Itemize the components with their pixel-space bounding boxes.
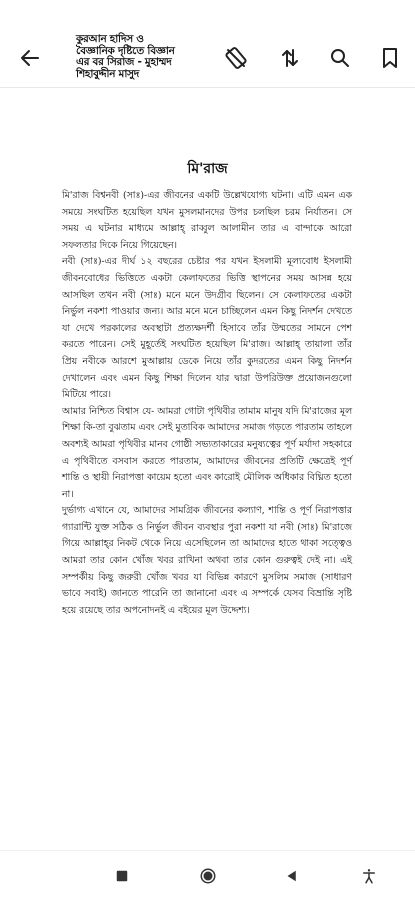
title-line: কুরআন হাদিস ও bbox=[76, 33, 144, 45]
page-body bbox=[62, 188, 352, 619]
document-title bbox=[76, 34, 214, 80]
body-paragraph: আমার নিশ্চিত বিশ্বাস যে- আমরা গোটা পৃথিবীর তামাম মানুষ যদি মি'রাজের মূল শিক্ষা কি-তা বুঝতাম এবং সেই মুতাবিক আমাদের সমাজ গড়তে পারতাম তাহলে অবশ্যই আমরা পৃথিবীর মানব গোষ্ঠী সভ্যতাকারের মনুষ্যত্বের পূর্ণ মর্যাদা সহকারে এ পৃথিবীতে বসবাস করতে পারতাম, আমাদের জীবনের প্রতিটি ক্ষেত্রেই পূর্ণ শান্তি ও স্থায়ী নিরাপত্তা কায়েম হতো এবং কারোই মৌলিক অধিকার বিঘ্নিত হতো না। bbox=[62, 405, 352, 500]
accessibility-icon bbox=[360, 867, 378, 885]
system-back-button[interactable] bbox=[280, 864, 304, 888]
title-line: এর বর সিরাজ - মুহাম্মদ bbox=[76, 56, 172, 68]
body-paragraph: দুর্ভাগ্য এখানে যে, আমাদের সামগ্রিক জীবনের কল্যাণ, শান্তি ও পূর্ণ নিরাপত্তার গ্যারান্টি যুক্ত সঠিক ও নির্ভুল জীবন ব্যবস্থার পুরা নকশা যা নবী (সাঃ) মি'রাজে গিয়ে আল্লাহ্‌র নিকট থেকে নিয়ে এসেছিলেন তা আমাদের হাতে থাকা সত্ত্বেও আমরা তার কোন খোঁজ খবর রাখিনা অথবা তার কোন গুরুত্বই দেই না। এই সম্পর্কীয় কিছু জরুরী খোঁজ খবর যা বিভিন্ন কারণে মুসলিম সমাজ (সাধারণ ভাবে সবাই) জানতে পারেনি তা জানানো এবং এ সম্পর্কে যেসব বিভ্রান্তি সৃষ্টি হয়ে রয়েছে তার অপনোদনই এ বইয়ের মূল উদ্দেশ্য। bbox=[62, 505, 352, 616]
rotate-off-icon bbox=[224, 46, 248, 70]
bookmark-icon bbox=[378, 46, 402, 70]
title-line: শিহাবুদ্দীন মাসুদ bbox=[76, 67, 139, 80]
app-bar bbox=[0, 0, 415, 88]
recents-icon bbox=[113, 867, 131, 885]
swap-vertical-icon bbox=[278, 46, 302, 70]
body-paragraph: মি'রাজ বিশ্বনবী (সাঃ)-এর জীবনের একটি উল্লেখযোগ্য ঘটনা। এটি এমন এক সময়ে সংঘটিত হয়েছিল যখন মুসলমানদের উপর চলছিল চরম নির্যাতন। সে সময় এ ঘটনার মাধ্যমে আল্লাহ্ রাব্বুল আলামীন তার এ বান্দাকে আরো সফলতার দিকে নিয়ে গিয়েছেন। bbox=[62, 190, 352, 251]
rotation-lock-button[interactable] bbox=[218, 40, 254, 76]
search-button[interactable] bbox=[322, 40, 358, 76]
home-button[interactable] bbox=[196, 864, 220, 888]
recents-button[interactable] bbox=[110, 864, 134, 888]
arrow-left-icon bbox=[18, 46, 42, 70]
title-line: বৈজ্ঞানিক দৃষ্টিতে বিজ্ঞান bbox=[76, 44, 175, 57]
accessibility-button[interactable] bbox=[357, 864, 381, 888]
bookmark-button[interactable] bbox=[372, 40, 408, 76]
back-button[interactable] bbox=[12, 40, 48, 76]
system-navigation-bar bbox=[0, 850, 415, 900]
search-icon bbox=[328, 46, 352, 70]
scroll-direction-button[interactable] bbox=[272, 40, 308, 76]
page-heading: মি'রাজ bbox=[187, 161, 228, 177]
body-paragraph: নবী (সাঃ)-এর দীর্ঘ ১২ বছরের চেষ্টার পর যখন ইসলামী মূল্যবোধ ইসলামী জীবনবোধের ভিত্তিতে একটা কেলাফতের ভিত্তি স্থাপনের সময় আসন্ন হয়ে আসছিল তখন নবী (সাঃ) মনে মনে উদগ্রীব ছিলেন। সে কেলাফতের একটা নির্ভুল নকশা পাওয়ার জন্য। আর মনে মনে চাচ্ছিলেন এমন কিছু নিদর্শন দেখতে যা দেখে পরকালের অবস্থাটা প্রত্যক্ষদর্শী হিসাবে তাঁর উম্মতের সামনে পেশ করতে পারেন। সেই মুহূর্তেই সংঘটিত হয়েছিল মি'রাজ। আল্লাহ্ তায়ালা তাঁর প্রিয় নবীকে আরশে মুআল্লায় ডেকে নিয়ে তাঁর কুদরতের এমন কিছু নিদর্শন দেখালেন এবং এমন কিছু শিক্ষা দিলেন যার দ্বারা উপরিউক্ত প্রয়োজনগুলো মিটিয়ে পারে। bbox=[62, 256, 352, 401]
back-triangle-icon bbox=[283, 867, 301, 885]
home-icon bbox=[199, 867, 217, 885]
document-page[interactable] bbox=[0, 90, 415, 850]
